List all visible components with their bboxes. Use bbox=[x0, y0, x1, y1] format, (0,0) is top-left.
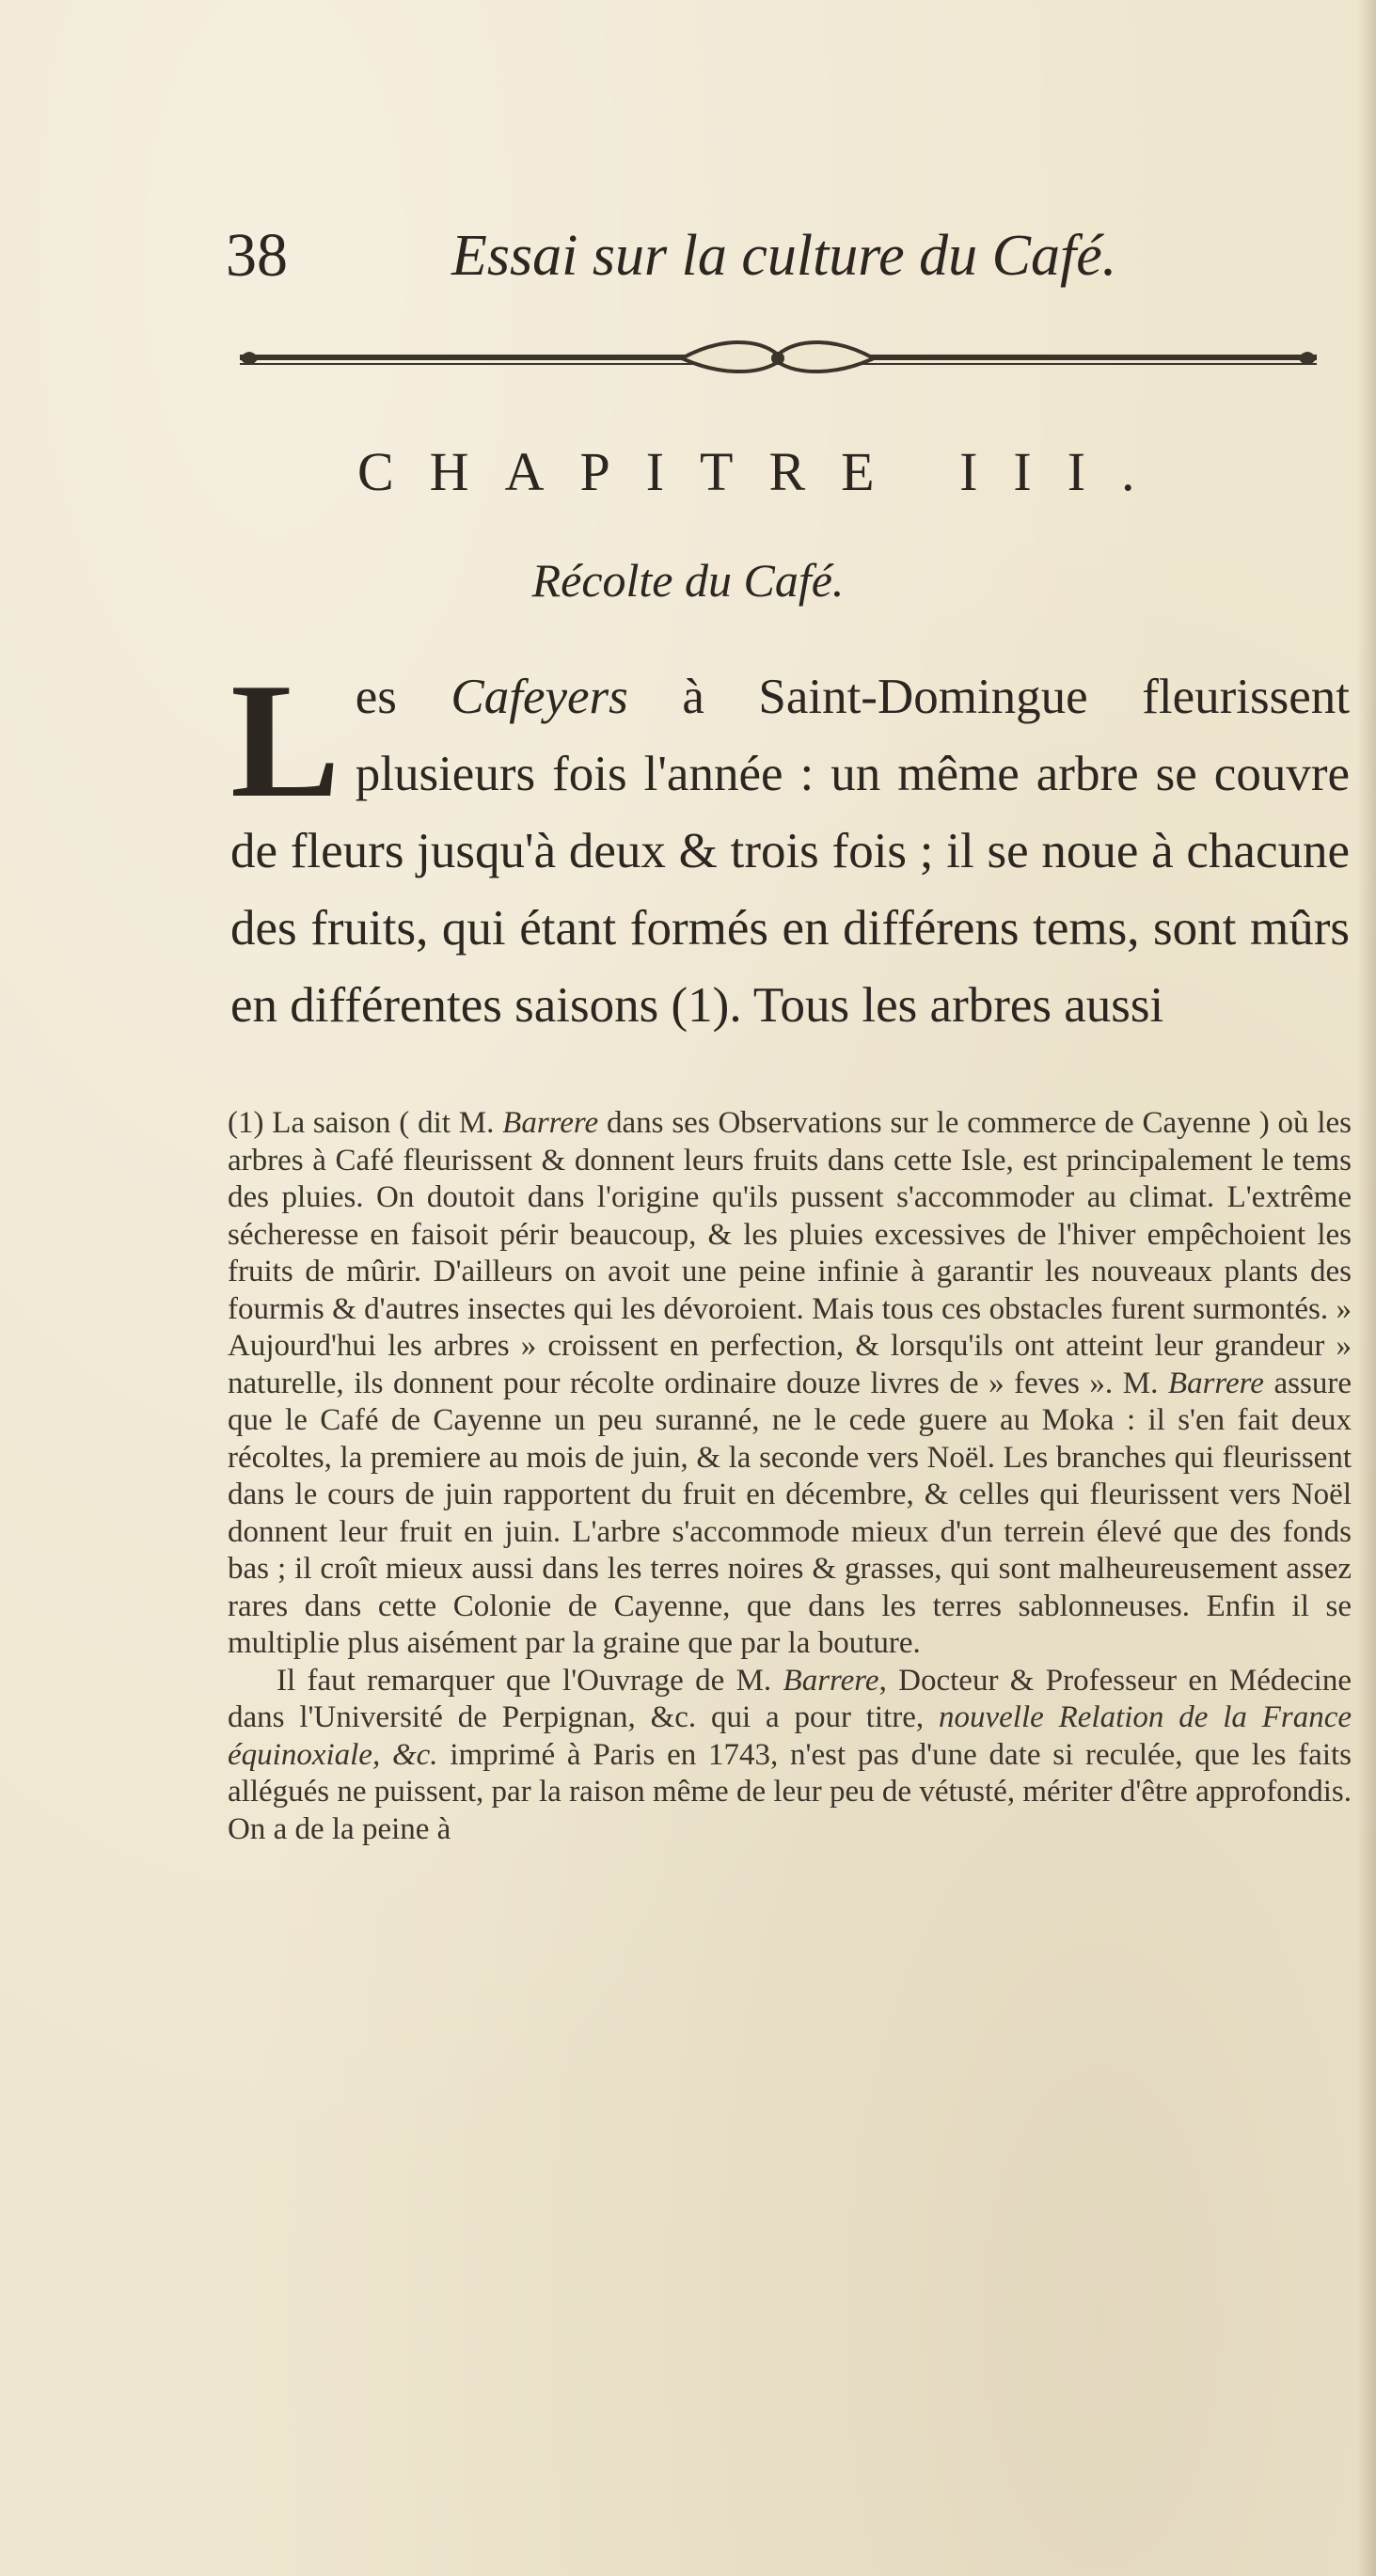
footnote bbox=[228, 1105, 1352, 1848]
footnote-text-1c: assure que le Café de Cayenne un peu suranné, ne le cede guere au Moka : il s'en fait deux récoltes, la premiere au mois de juin, & la seconde vers Noël. Les branches qui fleurissent dans le cours de juin rapportent du fruit en décembre, & celles qui fleurissent vers Noël donnent leur fruit en juin. L'arbre s'accommode mieux d'un terrein élevé que des fonds bas ; il croît mieux aussi dans les terres noires & grasses, qui sont malheureusement assez rares dans cette Colonie de Cayenne, que dans les terres sablonneuses. Enfin il se multiplie plus aisément par la graine que par la bouture. bbox=[228, 1366, 1352, 1660]
term-cafeyers: Cafeyers bbox=[451, 670, 628, 724]
footnote-paragraph-2 bbox=[228, 1663, 1352, 1849]
page-number: 38 bbox=[226, 221, 288, 290]
footnote-text-1a: (1) La saison ( dit M. bbox=[228, 1106, 503, 1140]
footnote-book-title: nouvelle Relation de la France équinoxiale, &c. bbox=[228, 1700, 1352, 1772]
chapter-title: CHAPITRE III. bbox=[357, 441, 1171, 502]
ornamental-rule bbox=[230, 334, 1326, 381]
first-word-rest: es bbox=[355, 670, 451, 724]
footnote-author-name-2: Barrere bbox=[1167, 1366, 1264, 1400]
footnote-text-1b: dans ses Observations sur le commerce de Cayenne ) où les arbres à Café fleurissent & donnent leurs fruits dans cette Isle, est principalement le tems des pluies. On doutoit dans l'origine qu'ils pussent s'accommoder au climat. L'extrême sécheresse en faisoit périr beaucoup, & les pluies excessives de l'hiver empêchoient les fruits de mûrir. D'ailleurs on avoit une peine infinie à garantir les nouveaux plants des fourmis & d'autres insectes qui les dévoroient. Mais tous ces obstacles furent surmontés. » Aujourd'hui les arbres » croissent en perfection, & lorsqu'ils ont atteint leur grandeur » naturelle, ils donnent pour récolte ordinaire douze livres de » feves ». M. bbox=[228, 1106, 1352, 1400]
footnote-text-2a: Il faut remarquer que l'Ouvrage de M. bbox=[277, 1663, 783, 1698]
footnote-author-name-3: Barrere bbox=[783, 1663, 879, 1698]
footnote-author-name-1: Barrere bbox=[502, 1106, 599, 1140]
running-head bbox=[226, 218, 1307, 293]
chapter-subtitle: Récolte du Café. bbox=[531, 554, 845, 607]
footnote-text-2c: imprimé à Paris en 1743, n'est pas d'une date si reculée, que les faits allégués ne puissent, par la raison même de leur peu de vétusté, mériter d'être approfondis. On a de la peine à bbox=[228, 1737, 1352, 1846]
page-edge-shadow bbox=[1357, 0, 1376, 2576]
paragraph-text: à Saint-Domingue fleurissent plusieurs fois l'année : un même arbre se couvre de fleurs jusqu'à deux & trois fois ; il se noue à chacune des fruits, qui étant formés en différens tems, sont mûrs en différentes saisons (1). Tous les arbres aussi bbox=[230, 670, 1350, 1033]
footnote-text-2b: , Docteur & Professeur en Médecine dans l'Université de Perpignan, &c. qui a pour titre, bbox=[228, 1663, 1352, 1734]
running-title: Essai sur la culture du Café. bbox=[451, 224, 1117, 288]
main-paragraph bbox=[230, 649, 1350, 1044]
footnote-paragraph-1 bbox=[228, 1105, 1352, 1663]
drop-cap: L bbox=[230, 649, 340, 831]
